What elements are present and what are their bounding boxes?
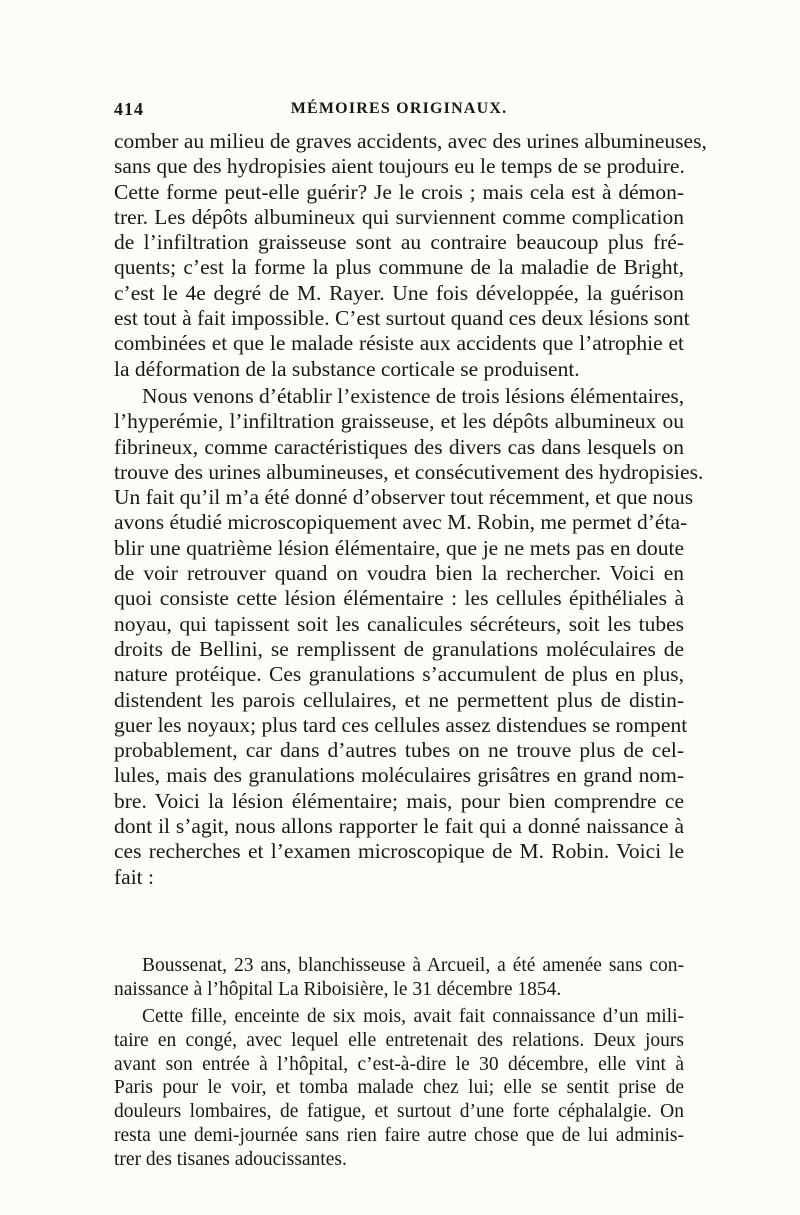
text-line: Nous venons d’établir l’existence de trois lésions élémentaires, xyxy=(142,384,685,408)
page-header xyxy=(114,99,684,125)
text-line: Cette forme peut-elle guérir? Je le crois ; mais cela est à démon- xyxy=(114,179,684,204)
observation-intro xyxy=(114,954,684,1002)
text-line: avons étudié microscopiquement avec M. Robin, me permet d’éta- xyxy=(114,510,688,535)
text-line: dont il s’agit, nous allons rapporter le fait qui a donné naissance à xyxy=(114,814,684,839)
text-line: distendent les parois cellulaires, et ne permettent plus de distin- xyxy=(114,687,684,712)
text-line: ces recherches et l’examen microscopique de M. Robin. Voici le xyxy=(114,839,684,864)
text-line: probablement, car dans d’autres tubes on ne trouve plus de cel- xyxy=(114,738,684,763)
paragraph-lesions xyxy=(114,384,704,890)
text-line: lules, mais des granulations moléculaires grisâtres en grand nom- xyxy=(114,763,684,788)
text-line: droits de Bellini, se remplissent de granulations moléculaires de xyxy=(114,636,684,661)
text-line: resta une demi-journée sans rien faire autre chose que de lui adminis- xyxy=(114,1124,684,1146)
text-line: avant son entrée à l’hôpital, c’est-à-dire le 30 décembre, elle vint à xyxy=(114,1053,684,1075)
text-line: bre. Voici la lésion élémentaire; mais, pour bien comprendre ce xyxy=(114,788,684,813)
text-line: c’est le 4e degré de M. Rayer. Une fois développée, la guérison xyxy=(114,280,684,305)
text-line: Cette fille, enceinte de six mois, avait fait connaissance d’un mili- xyxy=(142,1006,684,1027)
text-line: taire en congé, avec lequel elle entretenait des relations. Deux jours xyxy=(114,1029,684,1051)
text-line: naissance à l’hôpital La Riboisière, le 31 décembre 1854. xyxy=(114,978,562,1000)
observation-history xyxy=(114,1005,684,1172)
text-line: blir une quatrième lésion élémentaire, que je ne mets pas en doute xyxy=(114,535,684,560)
text-line: la déformation de la substance corticale se produisent. xyxy=(114,356,580,381)
text-line: comber au milieu de graves accidents, avec des urines albumineuses, xyxy=(114,129,707,153)
text-line: guer les noyaux; plus tard ces cellules assez distendues se rompent xyxy=(114,712,688,737)
text-line: quents; c’est la forme la plus commune de la maladie de Bright, xyxy=(114,255,684,280)
text-line: douleurs lombaires, de fatigue, et surtout d’une forte céphalalgie. On xyxy=(114,1101,684,1123)
text-line: quoi consiste cette lésion élémentaire : les cellules épithéliales à xyxy=(114,586,684,611)
text-line: de voir retrouver quand on voudra bien la rechercher. Voici en xyxy=(114,561,684,586)
page-number: 414 xyxy=(114,99,144,119)
running-title: MÉMOIRES ORIGINAUX. xyxy=(290,100,508,117)
text-line: Boussenat, 23 ans, blanchisseuse à Arcueil, a été amenée sans con- xyxy=(142,955,684,976)
text-line: l’hyperémie, l’infiltration graisseuse, et les dépôts albumineux ou xyxy=(114,409,684,434)
text-line: sans que des hydropisies aient toujours eu le temps de se produire. xyxy=(114,154,685,179)
text-line: fait : xyxy=(114,864,154,889)
text-line: noyau, qui tapissent soit les canalicules sécréteurs, soit les tubes xyxy=(114,611,684,636)
text-line: trouve des urines albumineuses, et consécutivement des hydropisies. xyxy=(114,459,704,484)
text-line: fibrineux, comme caractéristiques des divers cas dans lesquels on xyxy=(114,434,684,459)
text-line: trer. Les dépôts albumineux qui surviennent comme complication xyxy=(114,204,684,229)
text-line: Un fait qu’il m’a été donné d’observer tout récemment, et que nous xyxy=(114,485,694,510)
paragraph-continuation xyxy=(114,129,707,382)
text-line: nature protéique. Ces granulations s’accumulent de plus en plus, xyxy=(114,662,684,687)
text-line: est tout à fait impossible. C’est surtout quand ces deux lésions sont xyxy=(114,306,690,331)
text-line: Paris pour le voir, et tomba malade chez lui; elle se sentit prise de xyxy=(114,1077,684,1099)
text-line: de l’infiltration graisseuse sont au contraire beaucoup plus fré- xyxy=(114,230,684,255)
text-line: combinées et que le malade résiste aux accidents que l’atrophie et xyxy=(114,331,684,356)
text-line: trer des tisanes adoucissantes. xyxy=(114,1148,347,1170)
